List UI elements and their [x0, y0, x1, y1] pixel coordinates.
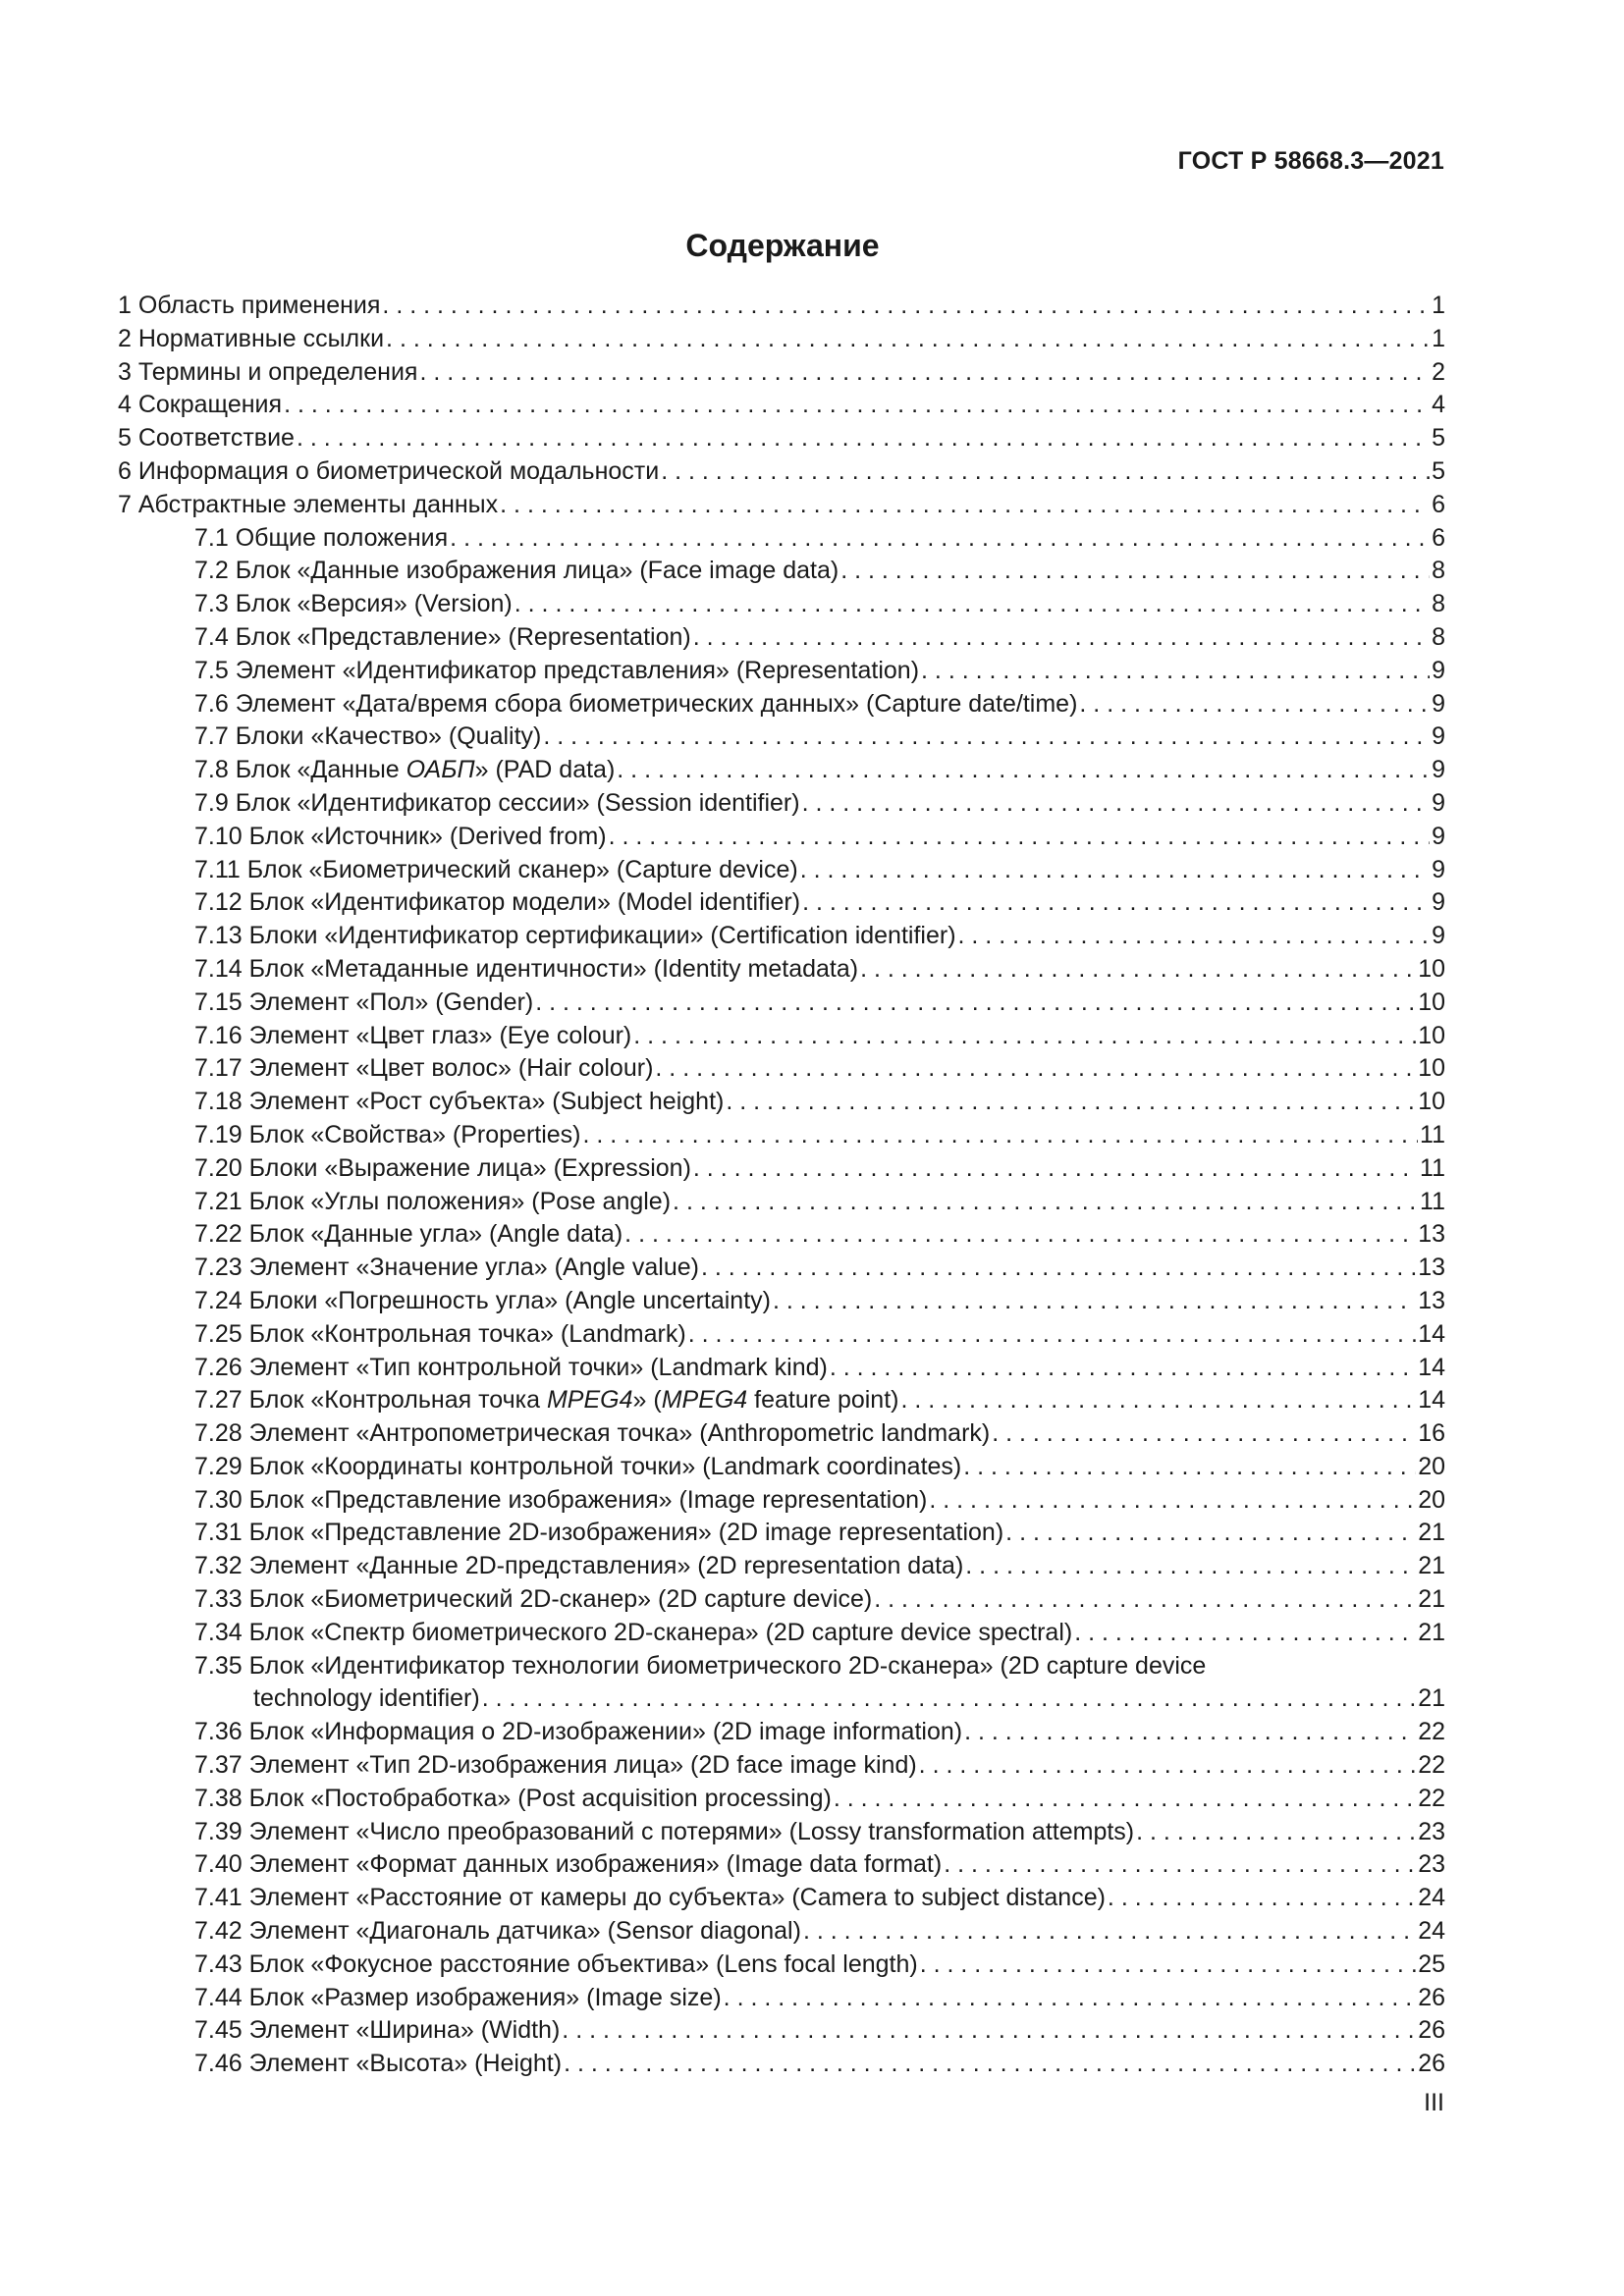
dot-leader: [661, 455, 1430, 489]
dot-leader: [284, 389, 1430, 422]
dot-leader: [297, 422, 1430, 455]
toc-page-number: 11: [1420, 1187, 1445, 1215]
toc-entry-7-41[interactable]: [118, 1882, 1445, 1915]
toc-entry-7-15[interactable]: [118, 987, 1445, 1020]
toc-label: 7.25 Блок «Контрольная точка» (Landmark): [194, 1319, 686, 1348]
toc-entry-7-23[interactable]: [118, 1252, 1445, 1285]
toc-entry-7-42[interactable]: [118, 1915, 1445, 1949]
toc-page-number: 9: [1432, 922, 1445, 950]
toc-label: 7.1 Общие положения: [194, 523, 449, 552]
toc-label: 3 Термины и определения: [118, 357, 418, 386]
dot-leader: [919, 1749, 1417, 1783]
dot-leader: [1005, 1517, 1416, 1550]
page-title: Содержание: [685, 228, 880, 263]
dot-leader: [726, 1086, 1416, 1119]
toc-entry-7-46[interactable]: [118, 2048, 1445, 2081]
toc-label: 7.13 Блоки «Идентификатор сертификации» (Certification identifier): [194, 922, 956, 950]
toc-entry-7-7[interactable]: [118, 721, 1445, 754]
toc-entry-7-8[interactable]: [118, 754, 1445, 787]
toc-label: 5 Соответствие: [118, 424, 295, 453]
toc-entry-7-27[interactable]: [118, 1384, 1445, 1417]
toc-entry-7-22[interactable]: [118, 1218, 1445, 1252]
toc-page-number: 6: [1432, 523, 1445, 552]
toc-page-number: 14: [1418, 1353, 1445, 1381]
toc-label: 2 Нормативные ссылки: [118, 324, 385, 352]
toc-page-number: 21: [1418, 1618, 1445, 1646]
toc-entry-7-9[interactable]: [118, 787, 1445, 821]
toc-entry-7-28[interactable]: [118, 1417, 1445, 1451]
toc-entry-7-17[interactable]: [118, 1052, 1445, 1086]
dot-leader: [1136, 1816, 1416, 1849]
dot-leader: [500, 489, 1430, 522]
dot-leader: [564, 2048, 1416, 2081]
dot-leader: [802, 787, 1431, 821]
italic-abbreviation: ОАБП: [406, 756, 475, 784]
toc-entry-7-29[interactable]: [118, 1451, 1445, 1484]
dot-leader: [992, 1417, 1416, 1451]
toc-page-number: 13: [1418, 1220, 1445, 1249]
toc-label: 7.40 Элемент «Формат данных изображения» (Image data format): [194, 1850, 943, 1879]
toc-page-number: 10: [1418, 954, 1445, 983]
toc-page-number: 8: [1432, 590, 1445, 618]
toc-entry-7-38[interactable]: [118, 1783, 1445, 1816]
toc-page-number: 5: [1432, 456, 1445, 485]
toc-page-number: 20: [1418, 1452, 1445, 1480]
toc-page-number: 11: [1420, 1120, 1445, 1148]
dot-leader: [860, 953, 1416, 987]
toc-page-number: 24: [1418, 1884, 1445, 1912]
page-number: III: [1424, 2089, 1444, 2116]
toc-entry-7-1[interactable]: [118, 522, 1445, 556]
toc-label: 7.30 Блок «Представление изображения» (Image representation): [194, 1485, 928, 1514]
toc-label: technology identifier): [253, 1684, 480, 1713]
dot-leader: [673, 1186, 1418, 1219]
toc-label: 7.5 Элемент «Идентификатор представления» (Representation): [194, 656, 920, 684]
toc-page-number: 22: [1418, 1751, 1445, 1780]
toc-page-number: 9: [1432, 888, 1445, 917]
toc-page-number: 10: [1418, 1021, 1445, 1049]
dot-leader: [834, 1783, 1416, 1816]
dot-leader: [562, 2014, 1416, 2048]
dot-leader: [688, 1318, 1417, 1352]
toc-label: 7.34 Блок «Спектр биометрического 2D-сканера» (2D capture device spectral): [194, 1618, 1073, 1646]
toc-entry-4[interactable]: [118, 389, 1445, 422]
dot-leader: [655, 1052, 1416, 1086]
toc-entry-7-10[interactable]: [118, 821, 1445, 854]
dot-leader: [386, 323, 1430, 356]
toc-page-number: 9: [1432, 788, 1445, 817]
toc-entry-7-13[interactable]: [118, 920, 1445, 953]
toc-label: 7.24 Блоки «Погрешность угла» (Angle uncertainty): [194, 1286, 771, 1314]
italic-term: MPEG4: [661, 1386, 748, 1415]
toc-label: 7.6 Элемент «Дата/время сбора биометрических данных» (Capture date/time): [194, 689, 1078, 718]
toc-entry-7-19[interactable]: [118, 1119, 1445, 1152]
toc-page-number: 22: [1418, 1718, 1445, 1746]
toc-entry-7-18[interactable]: [118, 1086, 1445, 1119]
dot-leader: [535, 987, 1416, 1020]
toc-label: 7.16 Элемент «Цвет глаз» (Eye colour): [194, 1021, 632, 1049]
dot-leader: [840, 555, 1430, 588]
toc-label: 7.41 Элемент «Расстояние от камеры до субъекта» (Camera to subject distance): [194, 1884, 1106, 1912]
toc-entry-7-32[interactable]: [118, 1550, 1445, 1583]
dot-leader: [482, 1682, 1416, 1716]
dot-leader: [802, 886, 1430, 920]
toc-entry-7-2[interactable]: [118, 555, 1445, 588]
toc-label: 7 Абстрактные элементы данных: [118, 490, 499, 518]
toc-entry-1[interactable]: [118, 290, 1445, 323]
toc-page-number: 10: [1418, 1088, 1445, 1116]
toc-label: 7.46 Элемент «Высота» (Height): [194, 2050, 563, 2078]
toc-entry-7-6[interactable]: [118, 688, 1445, 721]
table-of-contents: [118, 290, 1445, 2081]
toc-entry-7-26[interactable]: [118, 1352, 1445, 1385]
toc-page-number: 26: [1418, 2016, 1445, 2045]
toc-page-number: 21: [1418, 1519, 1445, 1547]
toc-page-number: 16: [1418, 1419, 1445, 1448]
toc-page-number: 8: [1432, 622, 1445, 651]
dot-leader: [958, 920, 1431, 953]
toc-label: 7.11 Блок «Биометрический сканер» (Capture device): [194, 855, 798, 883]
toc-entry-7-3[interactable]: [118, 588, 1445, 621]
toc-label: 7.18 Элемент «Рост субъекта» (Subject height): [194, 1088, 725, 1116]
toc-entry-7-33[interactable]: [118, 1583, 1445, 1617]
dot-leader: [624, 1218, 1416, 1252]
toc-label: 7.28 Элемент «Антропометрическая точка» (Anthropometric landmark): [194, 1419, 991, 1448]
toc-page-number: 8: [1432, 557, 1445, 585]
toc-page-number: 2: [1432, 357, 1445, 386]
document-code: ГОСТ Р 58668.3—2021: [1177, 147, 1444, 175]
toc-label: 7.2 Блок «Данные изображения лица» (Face image data): [194, 557, 839, 585]
toc-page-number: 9: [1432, 822, 1445, 850]
toc-page-number: 25: [1418, 1949, 1445, 1978]
toc-label: 7.12 Блок «Идентификатор модели» (Model identifier): [194, 888, 801, 917]
dot-leader: [450, 522, 1430, 556]
toc-label-line-2: [194, 1682, 1445, 1716]
dot-leader: [773, 1285, 1416, 1318]
toc-page-number: 4: [1432, 391, 1445, 419]
toc-entry-7-4[interactable]: [118, 621, 1445, 655]
toc-page-number: 10: [1418, 988, 1445, 1016]
toc-label: 7.26 Элемент «Тип контрольной точки» (Landmark kind): [194, 1353, 828, 1381]
dot-leader: [963, 1451, 1416, 1484]
dot-leader: [803, 1915, 1416, 1949]
dot-leader: [543, 721, 1430, 754]
toc-page-number: 1: [1432, 324, 1445, 352]
toc-entry-7-34[interactable]: [118, 1617, 1445, 1650]
toc-entry-7-44[interactable]: [118, 1982, 1445, 2015]
toc-entry-2[interactable]: [118, 323, 1445, 356]
toc-label: 7.37 Элемент «Тип 2D-изображения лица» (2D face image kind): [194, 1751, 917, 1780]
toc-label: 7.42 Элемент «Диагональ датчика» (Sensor diagonal): [194, 1917, 801, 1946]
toc-entry-7-16[interactable]: [118, 1020, 1445, 1053]
toc-entry-6[interactable]: [118, 455, 1445, 489]
toc-page-number: 26: [1418, 1983, 1445, 2011]
toc-label: 7.31 Блок «Представление 2D-изображения» (2D image representation): [194, 1519, 1004, 1547]
toc-page-number: 13: [1418, 1286, 1445, 1314]
toc-page-number: 20: [1418, 1485, 1445, 1514]
dot-leader: [874, 1583, 1416, 1617]
toc-page-number: 21: [1418, 1585, 1445, 1614]
dot-leader: [701, 1252, 1416, 1285]
toc-label: 7.10 Блок «Источник» (Derived from): [194, 822, 607, 850]
toc-page-number: 9: [1432, 756, 1445, 784]
toc-label: 7.4 Блок «Представление» (Representation): [194, 622, 691, 651]
toc-page-number: 1: [1432, 292, 1445, 319]
toc-page-number: 5: [1432, 424, 1445, 453]
toc-entry-7-24[interactable]: [118, 1285, 1445, 1318]
toc-page-number: 14: [1418, 1319, 1445, 1348]
toc-label: 7.15 Элемент «Пол» (Gender): [194, 988, 534, 1016]
dot-leader: [609, 821, 1430, 854]
toc-label: 7.22 Блок «Данные угла» (Angle data): [194, 1220, 623, 1249]
dot-leader: [419, 356, 1430, 390]
dot-leader: [1079, 688, 1430, 721]
toc-entry-7-20[interactable]: [118, 1152, 1445, 1186]
toc-page-number: 26: [1418, 2050, 1445, 2078]
toc-label: 7.17 Элемент «Цвет волос» (Hair colour): [194, 1054, 654, 1083]
toc-page-number: 24: [1418, 1917, 1445, 1946]
toc-page-number: 6: [1432, 490, 1445, 518]
toc-entry-7-43[interactable]: [118, 1949, 1445, 1982]
dot-leader: [965, 1550, 1416, 1583]
toc-page-number: 14: [1418, 1386, 1445, 1415]
toc-page-number: 21: [1418, 1552, 1445, 1580]
dot-leader: [920, 1949, 1416, 1982]
toc-entry-7-36[interactable]: [118, 1716, 1445, 1749]
toc-page-number: 9: [1432, 855, 1445, 883]
toc-label: 7.9 Блок «Идентификатор сессии» (Session identifier): [194, 788, 800, 817]
toc-entry-7-12[interactable]: [118, 886, 1445, 920]
dot-leader: [921, 655, 1430, 688]
toc-label: 7.7 Блоки «Качество» (Quality): [194, 722, 542, 751]
dot-leader: [693, 1152, 1418, 1186]
dot-leader: [1074, 1617, 1416, 1650]
toc-label: 7.19 Блок «Свойства» (Properties): [194, 1120, 581, 1148]
dot-leader: [617, 754, 1430, 787]
dot-leader: [929, 1484, 1416, 1518]
toc-label: 1 Область применения: [118, 292, 381, 319]
toc-page-number: 13: [1418, 1254, 1445, 1282]
dot-leader: [830, 1352, 1416, 1385]
toc-page-number: 9: [1432, 689, 1445, 718]
toc-entry-7-40[interactable]: [118, 1848, 1445, 1882]
toc-entry-7-31[interactable]: [118, 1517, 1445, 1550]
toc-label: 7.32 Элемент «Данные 2D-представления» (2D representation data): [194, 1552, 964, 1580]
toc-entry-7-45[interactable]: [118, 2014, 1445, 2048]
toc-label: 7.43 Блок «Фокусное расстояние объектива» (Lens focal length): [194, 1949, 918, 1978]
toc-label: 7.39 Элемент «Число преобразований с потерями» (Lossy transformation attempts): [194, 1817, 1135, 1845]
toc-label: 7.27 Блок «Контрольная точка MPEG4» (MPEG4 feature point): [194, 1386, 899, 1415]
toc-entry-7-25[interactable]: [118, 1318, 1445, 1352]
toc-entry-3[interactable]: [118, 356, 1445, 390]
toc-entry-7-21[interactable]: [118, 1186, 1445, 1219]
toc-label: 7.36 Блок «Информация о 2D-изображении» (2D image information): [194, 1718, 963, 1746]
dot-leader: [583, 1119, 1419, 1152]
toc-page-number: 23: [1418, 1850, 1445, 1879]
toc-entry-7-5[interactable]: [118, 655, 1445, 688]
toc-label: 7.44 Блок «Размер изображения» (Image size): [194, 1983, 722, 2011]
toc-label: 7.21 Блок «Углы положения» (Pose angle): [194, 1187, 672, 1215]
dot-leader: [693, 621, 1430, 655]
italic-term: MPEG4: [546, 1386, 633, 1415]
dot-leader: [724, 1982, 1417, 2015]
toc-label: 7.29 Блок «Координаты контрольной точки» (Landmark coordinates): [194, 1452, 962, 1480]
toc-label: 7.45 Элемент «Ширина» (Width): [194, 2016, 561, 2045]
toc-page-number: 9: [1432, 722, 1445, 751]
toc-entry-5[interactable]: [118, 422, 1445, 455]
toc-page-number: 11: [1420, 1153, 1445, 1182]
toc-label: 7.3 Блок «Версия» (Version): [194, 590, 513, 618]
toc-label: 7.33 Блок «Биометрический 2D-сканер» (2D capture device): [194, 1585, 873, 1614]
toc-label: 7.23 Элемент «Значение угла» (Angle value): [194, 1254, 699, 1282]
toc-entry-7-35[interactable]: [118, 1650, 1445, 1717]
toc-page-number: 10: [1418, 1054, 1445, 1083]
toc-entry-7-14[interactable]: [118, 953, 1445, 987]
toc-label: 7.38 Блок «Постобработка» (Post acquisition processing): [194, 1784, 832, 1812]
toc-label: 7.14 Блок «Метаданные идентичности» (Identity metadata): [194, 954, 859, 983]
dot-leader: [964, 1716, 1416, 1749]
dot-leader: [1108, 1882, 1416, 1915]
toc-label-line-1: 7.35 Блок «Идентификатор технологии биометрического 2D-сканера» (2D capture device: [194, 1651, 1207, 1680]
toc-label: 4 Сокращения: [118, 391, 283, 419]
toc-page-number: 9: [1432, 656, 1445, 684]
dot-leader: [944, 1848, 1416, 1882]
toc-entry-7-30[interactable]: [118, 1484, 1445, 1518]
dot-leader: [633, 1020, 1416, 1053]
toc-label: 7.20 Блоки «Выражение лица» (Expression): [194, 1153, 691, 1182]
toc-entry-7[interactable]: [118, 489, 1445, 522]
toc-label: 7.8 Блок «Данные ОАБП» (PAD data): [194, 756, 616, 784]
dot-leader: [900, 1384, 1416, 1417]
toc-page-number: 21: [1418, 1684, 1445, 1713]
toc-entry-7-11[interactable]: [118, 854, 1445, 887]
toc-page-number: 23: [1418, 1817, 1445, 1845]
toc-entry-7-37[interactable]: [118, 1749, 1445, 1783]
dot-leader: [514, 588, 1430, 621]
dot-leader: [382, 290, 1430, 323]
dot-leader: [800, 854, 1430, 887]
toc-entry-7-39[interactable]: [118, 1816, 1445, 1849]
toc-page-number: 22: [1418, 1784, 1445, 1812]
toc-label: 6 Информация о биометрической модальности: [118, 456, 660, 485]
